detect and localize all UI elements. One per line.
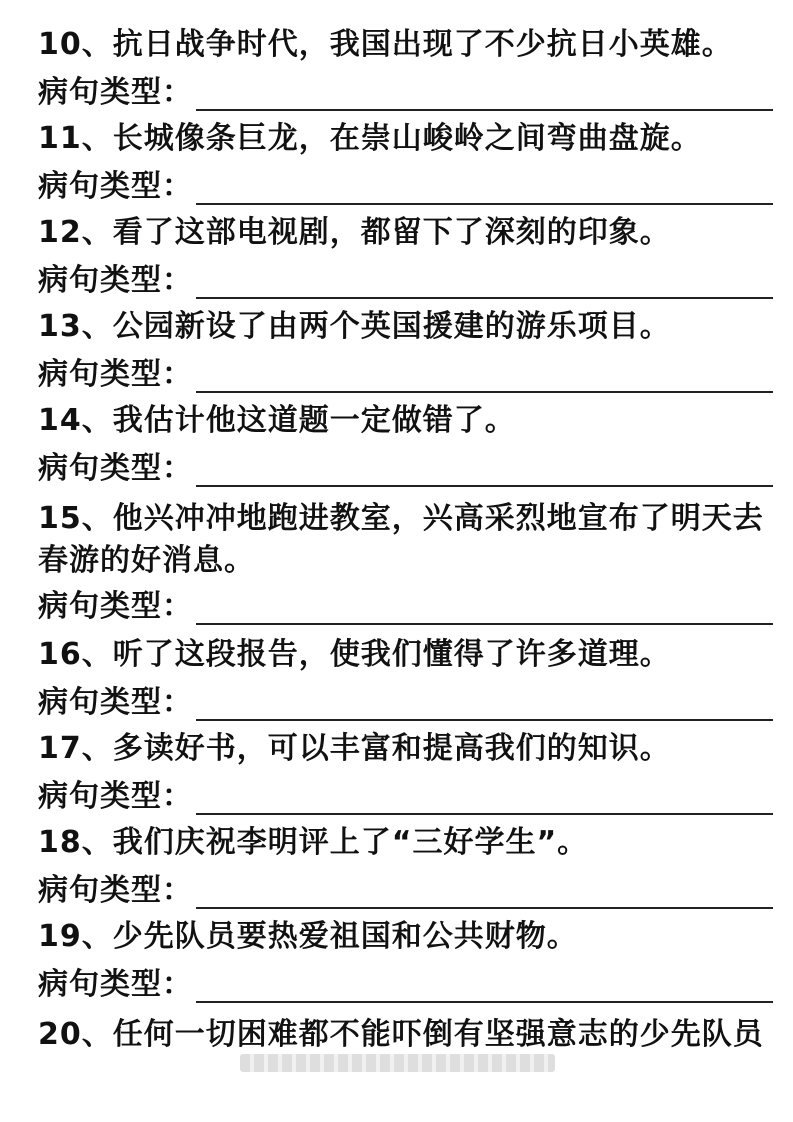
answer-row-13: [38, 358, 773, 394]
answer-row-11: [38, 170, 773, 206]
answer-row-16: [38, 686, 773, 722]
question-17: 17、多读好书，可以丰富和提高我们的知识。: [38, 731, 671, 766]
question-18: 18、我们庆祝李明评上了“三好学生”。: [38, 825, 589, 860]
blurred-watermark: [240, 1054, 555, 1072]
question-13: 13、公园新设了由两个英国援建的游乐项目。: [38, 309, 671, 344]
answer-row-14: [38, 452, 773, 488]
answer-blank-line[interactable]: [196, 813, 773, 815]
answer-blank-line[interactable]: [196, 203, 773, 205]
question-10: 10、抗日战争时代，我国出现了不少抗日小英雄。: [38, 27, 733, 62]
answer-row-17: [38, 780, 773, 816]
answer-row-15: [38, 590, 773, 626]
answer-blank-line[interactable]: [196, 297, 773, 299]
question-19: 19、少先队员要热爱祖国和公共财物。: [38, 919, 578, 954]
question-11: 11、长城像条巨龙，在崇山峻岭之间弯曲盘旋。: [38, 121, 702, 156]
question-14: 14、我估计他这道题一定做错了。: [38, 403, 516, 438]
question-16: 16、听了这段报告，使我们懂得了许多道理。: [38, 637, 671, 672]
answer-row-12: [38, 264, 773, 300]
question-15: 15、他兴冲冲地跑进教室，兴高采烈地宣布了明天去春游的好消息。: [38, 501, 764, 578]
answer-blank-line[interactable]: [196, 719, 773, 721]
answer-blank-line[interactable]: [196, 623, 773, 625]
question-12: 12、看了这部电视剧，都留下了深刻的印象。: [38, 215, 671, 250]
answer-blank-line[interactable]: [196, 109, 773, 111]
answer-row-18: [38, 874, 773, 910]
answer-label: 病句类型：: [38, 967, 193, 1002]
answer-blank-line[interactable]: [196, 391, 773, 393]
answer-label: 病句类型：: [38, 169, 193, 204]
question-20-partial: 20、任何一切困难都不能吓倒有坚强意志的少先队员: [38, 1017, 764, 1052]
answer-label: 病句类型：: [38, 873, 193, 908]
answer-row-10: [38, 76, 773, 112]
answer-label: 病句类型：: [38, 75, 193, 110]
answer-label: 病句类型：: [38, 685, 193, 720]
answer-blank-line[interactable]: [196, 907, 773, 909]
answer-blank-line[interactable]: [196, 1001, 773, 1003]
answer-label: 病句类型：: [38, 263, 193, 298]
answer-blank-line[interactable]: [196, 485, 773, 487]
answer-label: 病句类型：: [38, 357, 193, 392]
answer-row-19: [38, 968, 773, 1004]
answer-label: 病句类型：: [38, 451, 193, 486]
answer-label: 病句类型：: [38, 589, 193, 624]
answer-label: 病句类型：: [38, 779, 193, 814]
